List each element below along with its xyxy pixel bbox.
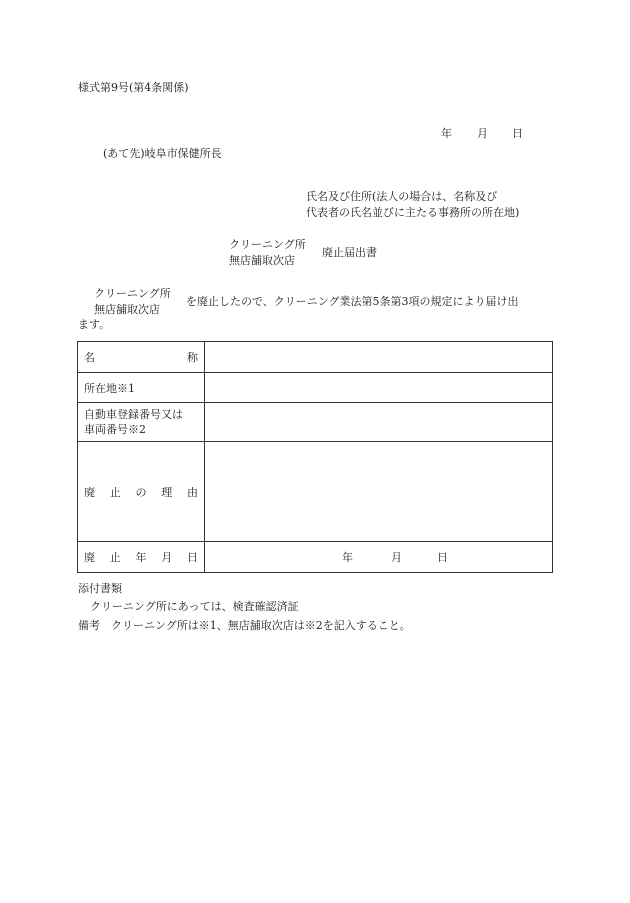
statement-option-cleaning: クリーニング所 (94, 287, 171, 300)
label-reason (78, 442, 205, 542)
statement-text: を廃止したので、クリーニング業法第5条第3項の規定により届け出 (186, 295, 519, 308)
title-option-agency: 無店舗取次店 (229, 254, 295, 267)
attachments-heading: 添付書類 (78, 582, 122, 595)
remarks: 備考 クリーニング所は※1、無店舗取次店は※2を記入すること。 (78, 619, 411, 632)
header-date-month: 月 (477, 127, 488, 140)
label-reason-char: の (135, 485, 147, 499)
value-date-day: 日 (437, 551, 448, 564)
label-reason-char: 由 (187, 485, 198, 499)
notification-table (77, 341, 553, 573)
row-name (78, 342, 553, 373)
title-options (229, 237, 306, 269)
applicant-line-1: 氏名及び住所(法人の場合は、名称及び (306, 190, 498, 203)
label-vehicle-line-1: 自動車登録番号又は (84, 408, 183, 421)
label-vehicle-line-2: 車両番号※2 (84, 423, 146, 436)
value-date-month: 月 (391, 551, 402, 564)
header-date-year: 年 (441, 127, 452, 140)
label-date-char: 月 (161, 551, 173, 564)
title-option-cleaning: クリーニング所 (229, 238, 306, 251)
label-name-char: 名 (84, 351, 95, 364)
value-name[interactable] (205, 342, 553, 373)
label-vehicle (78, 403, 205, 442)
row-location (78, 373, 553, 403)
label-date (78, 542, 205, 573)
form-number: 様式第9号(第4条関係) (78, 81, 189, 94)
header-date-day: 日 (512, 127, 523, 140)
value-vehicle[interactable] (205, 403, 553, 442)
label-date-char: 年 (135, 551, 147, 564)
label-reason-char: 止 (109, 485, 121, 499)
value-location[interactable] (205, 373, 553, 403)
label-date-char: 日 (187, 551, 198, 564)
label-name-char: 称 (187, 351, 198, 364)
value-date-year: 年 (342, 551, 353, 564)
row-vehicle (78, 403, 553, 442)
row-date (78, 542, 553, 573)
applicant-block (306, 189, 519, 221)
label-date-char: 廃 (84, 551, 95, 564)
title-suffix: 廃止届出書 (322, 246, 377, 259)
label-date-char: 止 (109, 551, 121, 564)
statement-options (94, 286, 171, 318)
value-reason[interactable] (205, 442, 553, 542)
label-reason-char: 廃 (84, 485, 95, 499)
label-location: 所在地※1 (78, 373, 205, 403)
addressee: (あて先)岐阜市保健所長 (103, 147, 222, 160)
row-reason (78, 442, 553, 542)
statement-continuation: ます。 (78, 318, 111, 331)
applicant-line-2: 代表者の氏名並びに主たる事務所の所在地) (306, 206, 520, 219)
label-name (78, 342, 205, 373)
attachments-item: クリーニング所にあっては、検査確認済証 (90, 600, 299, 613)
statement-option-agency: 無店舗取次店 (94, 303, 160, 316)
value-date[interactable] (205, 542, 553, 573)
label-reason-char: 理 (161, 485, 173, 499)
